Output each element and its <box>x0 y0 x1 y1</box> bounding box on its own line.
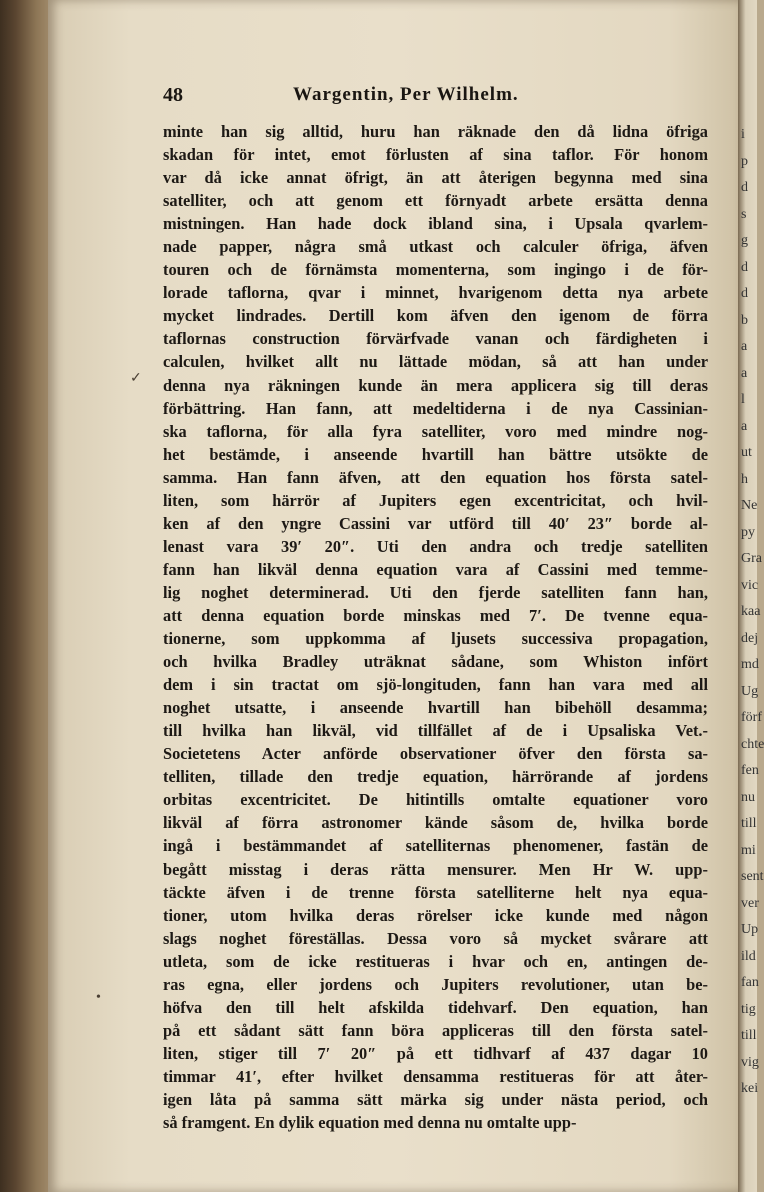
text-line: tionerne, som uppkomma af ljusets successiva propagation, <box>163 629 708 649</box>
next-page-fragment: kei <box>741 1081 759 1096</box>
next-page-fragment: nu <box>741 789 755 805</box>
text-line: täckte äfven i de trenne första satelliterne helt nya equa- <box>163 882 708 902</box>
text-line: slags noghet föreställas. Dessa voro så mycket svårare att <box>163 928 708 948</box>
text-line: utleta, som de icke restitueras i hvar och en, antingen de- <box>163 951 708 971</box>
running-title: Wargentin, Per Wilhelm. <box>293 84 519 105</box>
book-binding <box>0 0 52 1192</box>
next-page-fragment: b <box>741 312 748 328</box>
text-line: till hvilka han likväl, vid tillfället af de i Upsaliska Vet.- <box>163 721 708 741</box>
text-line: likväl af förra astronomer kände såsom de, hvilka borde <box>163 813 708 833</box>
text-line: calculen, hvilket allt nu lättade mödan, så att han under <box>163 352 708 372</box>
text-line: touren och de förnämsta momenterna, som ingingo i de för- <box>163 260 708 280</box>
text-line: liten, som härrör af Jupiters egen excentricitat, och hvil- <box>163 490 708 510</box>
next-page-fragment: h <box>741 471 748 487</box>
text-line: samma. Han fann äfven, att den equation hos första satel- <box>163 467 708 487</box>
text-line: lenast vara 39′ 20″. Uti den andra och tredje satelliten <box>163 536 708 556</box>
next-page-fragment: fan <box>741 975 759 990</box>
next-page-fragment: kaa <box>741 604 761 619</box>
text-line: Societetens Acter anförde observationer öfver den första sa- <box>163 744 708 764</box>
text-line: telliten, tillade den tredje equation, härrörande af jordens <box>163 767 708 787</box>
adjacent-page-edge <box>738 0 764 1192</box>
next-page-fragment: tig <box>741 1001 756 1017</box>
text-line: fann han likväl denna equation vara af Cassini med temme- <box>163 559 708 579</box>
text-line: var då icke annat öfrigt, än att återigen begynna med sina <box>163 168 708 188</box>
text-line: minte han sig alltid, huru han räknade den då lidna öfriga <box>163 122 708 141</box>
text-line: och hvilka Bradley uträknat sådane, som Whiston infört <box>163 652 708 672</box>
text-line: liten, stiger till 7′ 20″ på ett tidhvarf af 437 dagar 10 <box>163 1043 708 1063</box>
next-page-fragment: d <box>741 259 748 275</box>
next-page-fragment: s <box>741 206 747 222</box>
next-page-fragment: i <box>741 127 745 142</box>
text-line: igen låta på samma sätt märka sig under nästa period, och <box>163 1089 708 1109</box>
next-page-fragment: l <box>741 392 745 407</box>
next-page-fragment: a <box>741 365 748 381</box>
text-line: mycket lindrades. Dertill kom äfven den igenom de förra <box>163 306 708 326</box>
text-line: på ett sådant sätt fann böra appliceras till den första satel- <box>163 1020 708 1040</box>
text-line: timmar 41′, efter hvilket densamma restitueras för att åter- <box>163 1066 708 1086</box>
text-line: dem i sin tractat om sjö-longituden, fann han vara med all <box>163 675 708 695</box>
text-line: ras egna, eller jordens och Jupiters revolutioner, utan be- <box>163 974 708 994</box>
next-page-fragment: g <box>741 233 748 248</box>
next-page-fragment: chte <box>741 736 764 752</box>
next-page-fragment: ver <box>741 895 759 911</box>
next-page-fragment: förf <box>741 710 762 725</box>
next-page-fragment: ild <box>741 948 756 964</box>
text-line: satelliter, och att genom ett förnyadt arbete ersätta denna <box>163 191 708 211</box>
text-line: noghet utsatte, i anseende hvartill han bibehöll desamma; <box>163 698 708 718</box>
next-page-fragment: vic <box>741 577 759 593</box>
next-page-fragment: a <box>741 418 748 434</box>
next-page-fragment: d <box>741 180 748 195</box>
next-page-fragment: Ug <box>741 683 759 699</box>
next-page-fragment: mi <box>741 842 756 858</box>
next-page-fragment: Up <box>741 922 759 937</box>
text-line: taflornas construction förvärfvade vanan och färdigheten i <box>163 329 708 349</box>
text-line: begått misstag i deras rätta mensurer. Men Hr W. upp- <box>163 859 708 879</box>
margin-mark: ✓ <box>130 371 142 386</box>
next-page-fragment: dej <box>741 630 759 646</box>
next-page-fragment: sent <box>741 869 764 884</box>
running-head <box>163 82 703 112</box>
text-line: ken af den yngre Cassini var utförd till 40′ 23″ borde al- <box>163 513 708 533</box>
text-line: ska taflorna, för alla fyra satelliter, voro med mindre nog- <box>163 421 708 441</box>
next-page-fragment: Gra <box>741 551 762 566</box>
next-page-fragment: a <box>741 339 748 354</box>
text-line: nade papper, några små utkast och calculer öfriga, äfven <box>163 237 708 257</box>
next-page-fragment: ut <box>741 445 752 460</box>
next-page-fragment: p <box>741 153 748 169</box>
text-line: denna nya räkningen kunde än mera applicera sig till deras <box>163 375 708 395</box>
text-line: förbättring. Han fann, att medeltiderna i de nya Cassinian- <box>163 398 708 418</box>
text-line: lorade taflorna, qvar i minnet, hvarigenom detta nya arbete <box>163 283 708 303</box>
next-page-fragment: till <box>741 1028 757 1043</box>
text-line: tioner, utom hvilka deras rörelser icke kunde med någon <box>163 905 708 925</box>
text-line: mistningen. Han hade dock ibland sina, i Upsala qvarlem- <box>163 214 708 234</box>
next-page-fragment: vig <box>741 1054 759 1070</box>
page-number: 48 <box>163 84 183 106</box>
text-line: lig noghet determinerad. Uti den fjerde satelliten fann han, <box>163 582 708 602</box>
next-page-fragment: till <box>741 816 757 831</box>
next-page-fragment: Ne <box>741 498 758 513</box>
next-page-fragment: md <box>741 657 759 672</box>
text-line: att denna equation borde minskas med 7′. De tvenne equa- <box>163 605 708 625</box>
next-page-fragment: py <box>741 524 755 540</box>
text-line: ingå i bestämmandet af satelliternas phenomener, fastän de <box>163 836 708 856</box>
body-text <box>163 120 708 1134</box>
text-line: så framgent. En dylik equation med denna nu omtalte upp- <box>163 1113 577 1133</box>
next-page-fragment: fen <box>741 763 759 778</box>
next-page-fragment: d <box>741 286 748 301</box>
text-line: höfva den till helt afskilda tidehvarf. Den equation, han <box>163 997 708 1017</box>
margin-mark: • <box>96 990 101 1005</box>
text-line: skadan för intet, emot förlusten af sina taflor. För honom <box>163 145 708 165</box>
text-line: orbitas excentricitet. De hitintills omtalte equationer voro <box>163 790 708 810</box>
text-line: het bestämde, i anseende hvartill han bättre utsökte de <box>163 444 708 464</box>
